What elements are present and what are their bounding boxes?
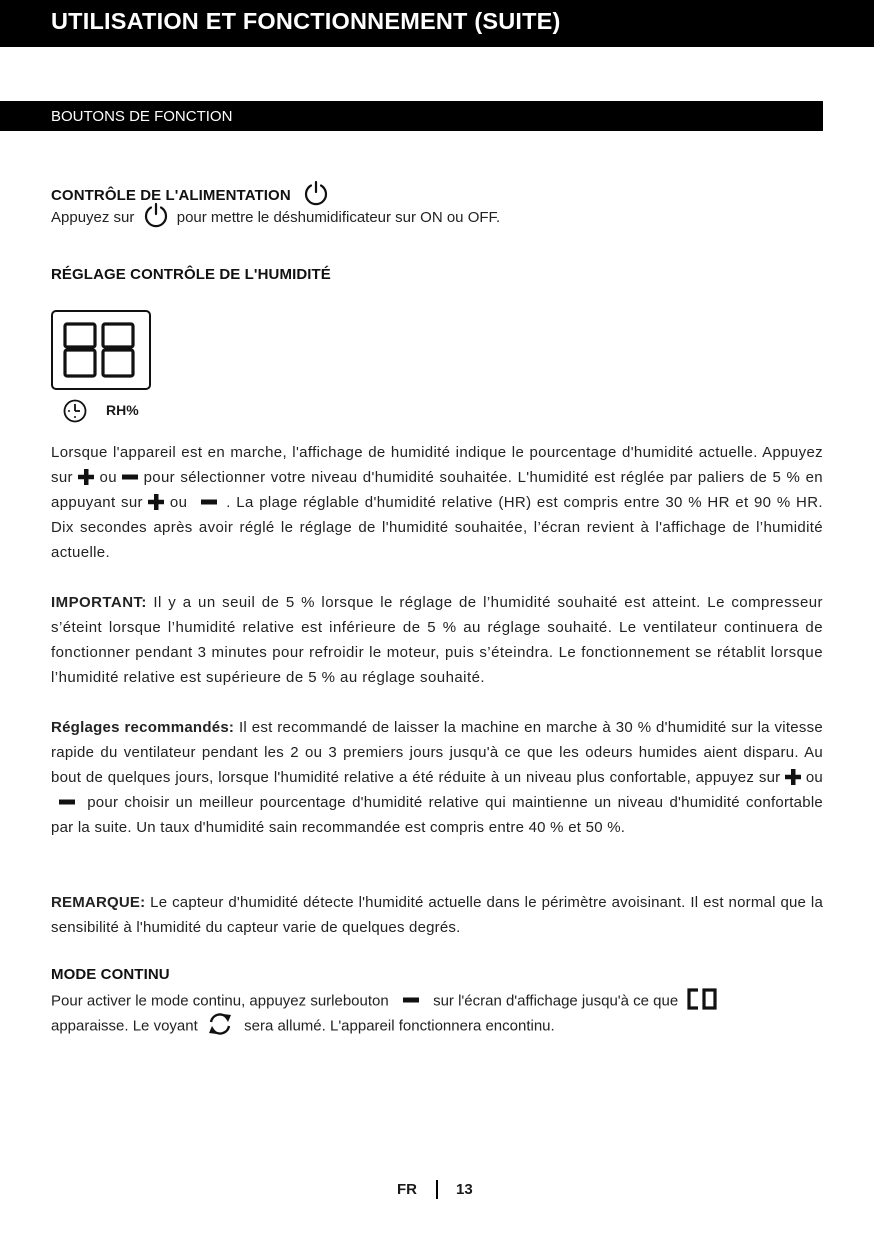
- page-header: [0, 0, 874, 47]
- recommended-text-a: Il est recommandé de laisser la machine en marche à 30 % d'humidité sur la vitesse rapide du ventilateur pendant les 2 ou 3 premiers jours jusqu'à ce que les odeurs humides aient disparu. Au bout de quelques jours, lorsque l'humidité relative a été réduite à un niveau plus confortable, appuyez sur: [51, 719, 823, 786]
- footer-language: FR: [397, 1181, 417, 1198]
- recommended-label: Réglages recommandés:: [51, 719, 235, 736]
- seven-segment-digits: [53, 312, 149, 388]
- section-header: [0, 101, 823, 131]
- humidity-text-a: Lorsque l'appareil est en marche, l'affichage de humidité indique le pourcentage d'humidité actuelle. Appuyez sur: [51, 444, 823, 486]
- power-icon: [303, 180, 329, 206]
- continuous-mode-icon: [206, 1011, 234, 1037]
- note-text: Le capteur d'humidité détecte l'humidité actuelle dans le périmètre avoisinant. Il est normal que la sensibilité à l'humidité du capteur varie de quelques degrés.: [51, 894, 824, 936]
- power-instruction: [51, 208, 500, 228]
- section-title: BOUTONS DE FONCTION: [51, 108, 233, 125]
- power-icon: [143, 202, 169, 228]
- power-text-before: Appuyez sur: [51, 208, 135, 226]
- timer-icon: [62, 398, 88, 424]
- humidity-display: [51, 310, 151, 390]
- continuous-line-2: [51, 1016, 555, 1037]
- page-title: UTILISATION ET FONCTIONNEMENT (SUITE): [51, 8, 561, 34]
- humidity-heading: RÉGLAGE CONTRÔLE DE L'HUMIDITÉ: [51, 266, 331, 283]
- minus-icon: [201, 494, 217, 510]
- continuous-text-2: sur l'écran d'affichage jusqu'à ce que: [433, 992, 679, 1010]
- recommended-text-b: ou: [805, 769, 824, 786]
- continuous-line-1: [51, 992, 720, 1011]
- humidity-text-e: . La plage réglable d'humidité relative (HR) est compris entre 30 % HR et 90 % HR. Dix secondes après avoir réglé le réglage de l'humidité souhaitée, l’écran revient à l'affichage de l’humidité actuelle.: [51, 494, 823, 561]
- important-text: Il y a un seuil de 5 % lorsque le réglage de l’humidité souhaité est atteint. Le compresseur s’éteint lorsque l’humidité relative est inférieure de 5 % au réglage souhaité. Le ventilateur continuera de fonctionner pendant 3 minutes pour refroidir le moteur, puis s’éteindra. Le fonctionnement se rétablit lorsque l’humidité relative est supérieure de 5 % au réglage souhaité.: [51, 594, 824, 686]
- plus-icon: [78, 469, 94, 485]
- page-number: 13: [456, 1181, 473, 1198]
- power-heading-text: CONTRÔLE DE L'ALIMENTATION: [51, 186, 291, 204]
- minus-icon: [122, 469, 138, 485]
- important-paragraph: [51, 590, 823, 690]
- power-heading: [51, 186, 329, 206]
- rh-label: RH%: [106, 402, 139, 418]
- plus-icon: [148, 494, 164, 510]
- page-footer: [0, 1180, 874, 1200]
- footer-separator: [436, 1180, 438, 1199]
- power-text-after: pour mettre le déshumidificateur sur ON ou OFF.: [176, 208, 501, 226]
- minus-icon: [403, 992, 419, 1008]
- important-label: IMPORTANT:: [51, 594, 147, 611]
- recommended-paragraph: [51, 715, 823, 840]
- humidity-text-b: ou: [99, 469, 117, 486]
- humidity-text-c: pour sélectionner votre niveau d'humidité souhaitée. L'humidité est réglée par paliers de 5 % en appuyant sur: [51, 469, 823, 511]
- note-label: REMARQUE:: [51, 894, 146, 911]
- plus-icon: [785, 769, 801, 785]
- continuous-text-3: apparaisse. Le voyant: [51, 1017, 198, 1035]
- humidity-paragraph: [51, 440, 823, 565]
- continuous-heading: MODE CONTINU: [51, 966, 170, 983]
- continuous-text-1: Pour activer le mode continu, appuyez surlebouton: [51, 992, 389, 1010]
- co-display-symbol: [686, 987, 720, 1011]
- continuous-text-4: sera allumé. L'appareil fonctionnera encontinu.: [244, 1017, 555, 1035]
- recommended-text-c: pour choisir un meilleur pourcentage d'humidité relative qui maintienne un niveau d'humidité confortable par la suite. Un taux d'humidité sain recommandée est compris entre 40 % et 50 %.: [51, 794, 823, 836]
- note-paragraph: [51, 890, 823, 940]
- minus-icon: [59, 794, 75, 810]
- humidity-text-d: ou: [169, 494, 188, 511]
